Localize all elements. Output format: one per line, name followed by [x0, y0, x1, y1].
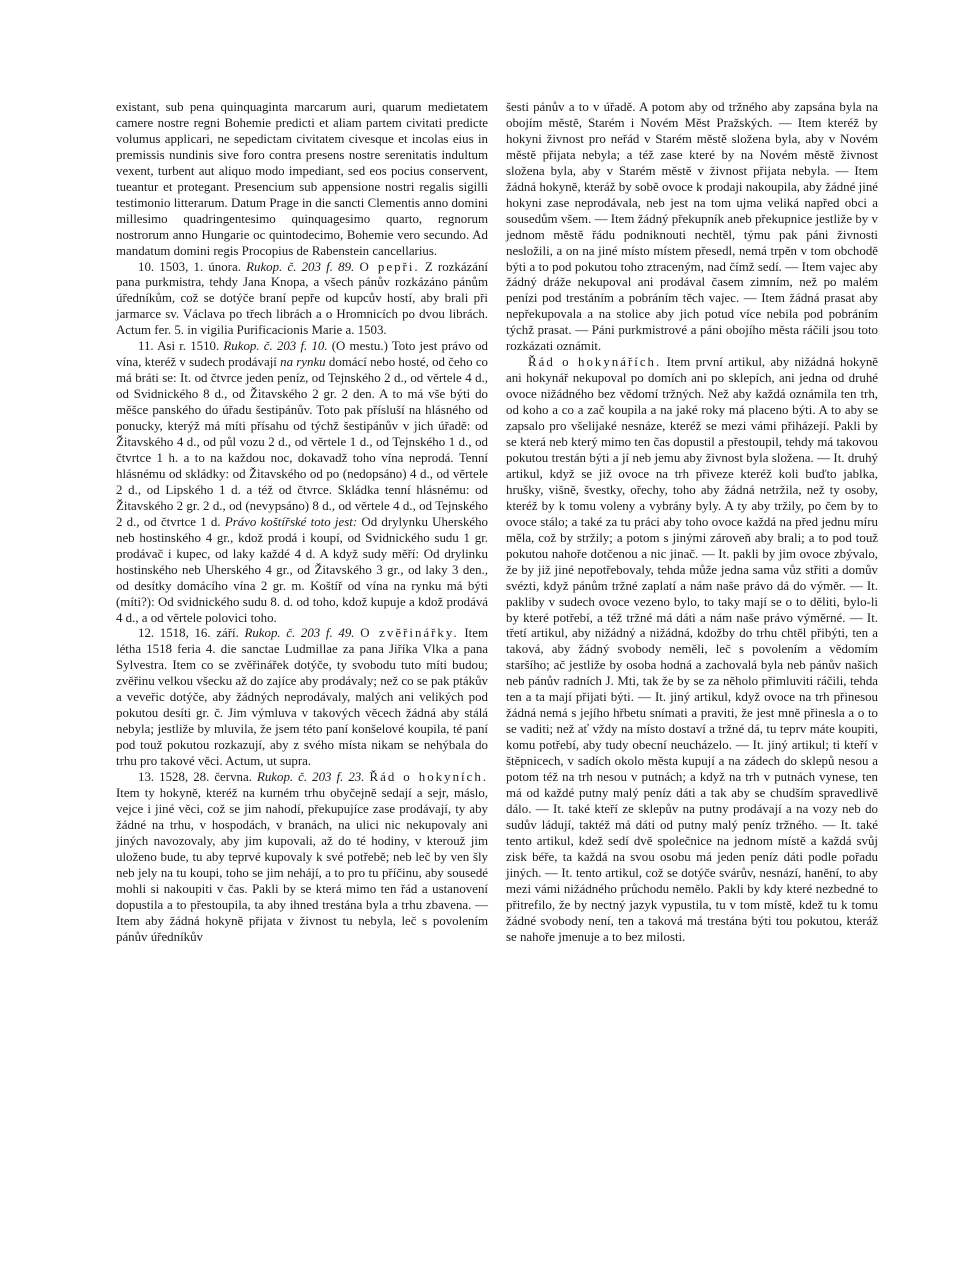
text-run: Item ty hokyně, kteréž na kurném trhu obyčejně sedají a sejr, máslo, vejce i jiné věci, což se jim nahodí, překupujíce zase prodávají, ty aby žádné na trhu, v hospodách, v branách, na ulici nic nekupovaly ani jiných navozovaly, aby jim kupovali, až do té hodiny, v kterouž jim uloženo bude, tu aby teprvé kupovaly k své potřebě; neb leč by ven šly neb jely na tu koupi, toho se jim nehájí, a to pro tu příčinu, aby sousedé mohli si nakoupiti v čas. Pakli by se která mimo ten řád a ustanovení dopustila a to přestoupila, ta aby ihned trestána byla a trhu zbavena. — Item aby žádná hokyně přijata v živnost tu nebyla, leč s povolením pánův úředníkův: [116, 785, 488, 944]
italic-text: Rukop. č. 203 f. 89.: [246, 259, 355, 274]
paragraph: [116, 770, 488, 945]
spaced-heading: Řád o hokynářích.: [528, 355, 662, 370]
spaced-heading: Řád o hokyních.: [369, 770, 488, 785]
paragraph: [116, 260, 488, 340]
text-run: existant, sub pena quinquaginta marcarum auri, quarum medietatem camere nostre regni Bohemie predicti et aliam partem civitati predicte volumus applicari, ne sepedictam civitatem civesque et incolas eius in premissis nundinis sive foro contra presens nostre serenitatis indultum vexent, turbent aut aliquo modo impediant, sed eos pocius conservent, tueantur et protegant. Presencium sub appensione nostri regalis sigilli testimonio litterarum. Datum Prage in die sancti Clementis anno domini millesimo quadringentesimo quinquagesimo quarto, regnorum nostrorum anno Hungarie oc quintodecimo, Bohemie vero secundo. Ad mandatum domini regis Procopius de Rabenstein cancellarius.: [116, 100, 488, 258]
italic-text: na rynku: [280, 355, 326, 370]
italic-text: Právo koštířské toto jest:: [224, 514, 358, 529]
text-run: (O mestu.) Toto jest právo od vína, kteréž v sudech prodávají: [116, 339, 488, 370]
left-column: [116, 100, 488, 946]
text-run: Od drylynku Uherského neb hostinského 4 gr., kdož prodá i koupí, od Svidnického sudu 1 gr. prodávač i kupec, od laky každé 4 d. A když sudy měří: Od drylinku hostinského neb Uherského 4 gr., od Žitavského 3 gr., od laky 3 den., od desítky domácího vína 2 gr. m. Koštíř od vína na rynku má býti (míti?): Od svidnického sudu 8. d. od toho, kdož kupuje a kdož prodává 4 d., a od věrtele polovici toho.: [116, 514, 488, 625]
text-run: Item létha 1518 feria 4. die sanctae Ludmillae za pana Jiříka Vlka a pana Sylvestra. Item co se zvěřinářek dotýče, ty svobodu tuto míti budou; zvěřinu velkou všecku až do zajíce aby prodávaly; než co se pak ptákův a veveřic dotýče, aby žádných neprodávaly, malých ani velikých pod pokutou desíti gr. č. Jim výmluva v takových věcech žádná aby stálá nebyla; jestliže by mluvila, že jsem této paní konšelové koupila, té paní pod touž pokutou rozkazují, aby z svého místa nikam se nehýbala do trhu pro takové věci. Actum, ut supra.: [116, 626, 488, 769]
right-column: [506, 100, 878, 946]
text-run: 11. Asi r. 1510.: [138, 339, 224, 354]
spaced-heading: O zvěřinářky.: [360, 626, 459, 641]
paragraph: [116, 100, 488, 260]
spaced-heading: O pepři.: [359, 259, 420, 274]
italic-text: Rukop. č. 203 f. 23.: [256, 770, 365, 785]
text-run: Z rozkázání pana purkmistra, tehdy Jana Knopa, a všech pánův rozkázáno pánům úředníkům, což se dotýče braní pepře od kupcův hostí, aby brali při jarmarce sv. Václava po třech librách a o Hromnicích po dvou librách. Actum fer. 5. in vigilia Purificacionis Marie a. 1503.: [116, 259, 489, 338]
text-run: Item první artikul, aby nižádná hokyně ani hokynář nekupoval po domích ani po sklepích, ani jedna od druhé ovoce nižádného bez vědomí tržných. Než aby každá oznámila ten trh, od koho a co a zač koupila a na jaké roky má placeno býti. A to aby se zapsalo pro všelijaké nesnáze, kteréž se mezi vámi přiházejí. Pakli by se která neb který mimo ten čas dopustil a přestoupil, tehdy má takovou pokutou trestán býti a jí neb jemu aby živnost byla složena. — It. druhý artikul, když se již ovoce na trh přiveze kteréž koli buďto jablka, hrušky, višně, švestky, ořechy, toho aby žádná netržila, než ty osoby, kteréž by k tomu voleny a vybrány byly. A ty aby tržily, po čem by to ovoce stálo; a také za tu práci aby toho ovoce každá na před jednu míru měla, což by stržily; a potom s jinými zároveň aby brali; a to pod touž pokutou nahoře dotčenou a nic jinač. — It. pakli by jim ovoce zbývalo, že by již jiné nepotřebovaly, tehda může jedna sama vůz střiti a domův svézti, když pánům tržné zaplatí a nám naše právo dá do výměr. — It. pakliby v sudech ovoce vezeno bylo, to taky mají se o to děliti, bylo-li by které potřebí, a též tržné má dáti a nám naše právo výměrné. — It. třetí artikul, aby nižádný a nižádná, kdožby do trhu chtěl přibýti, ten a taková, aby žádný svobody neměli, leč s povolením a vědomím staršího; ač jestliže by osoba hodná a zachovalá byla neb pánův našich neb pánův radních J. Mti, tak že by se za něholo přimluviti ráčili, tehda ten a ta mají přijati býti. — It. jiný artikul, když ovoce na trh přinesou žádná nemá s jejího hřbetu snímati a praviti, že jest mně přinesla a o to se vaditi; než ať vždy na místo dostaví a tržné dá, tu teprv máte koupiti, komu potřebí, aby tudy obecní neucházelo. — It. jiný artikul; ti kteří v štěpnicech, v sadích okolo města kupují a na zádech do sklepů nesou a potom též na trh nesou v putnách; a když na trh v putnách vynese, ten má od každé putny malý peníz dáti a tak aby se chudším spravedlivě dálo. — It. také kteří ze sklepův na putny prodávají a na vozy neb do sudův ládují, taktéž má dáti od putny malý peníz tržného. — It. také tento artikul, kdež sedí dvě společnice na jednom místě a každá svůj zisk béře, ta každá na svou osobu má jeden peníz dáti podle pořadu jiných. — It. tento artikul, což se dotýče svárův, nesnází, hanění, to aby mezi vámi nižádného průchodu nemělo. Pakli by kdy které nezbedné to přitrefilo, že by nectný jazyk vypustila, tu v tom místě, kdež tu k tomu žádné svobody není, ten a taková má trestána býti tou pokutou, kteráž se nahoře jmenuje a to bez milosti.: [506, 355, 878, 944]
paragraph: [116, 626, 488, 770]
text-run: 10. 1503, 1. února.: [138, 259, 247, 274]
text-run: 12. 1518, 16. září.: [138, 626, 245, 641]
paragraph: [116, 339, 488, 626]
text-run: domácí nebo hosté, od čeho co má bráti se: It. od čtvrce jeden peníz, od Tejnského 2 d., od věrtele 4 d., od Svidnického 8 d., od Žitavského 2 gr. 2 den. A to má vše býti do měšce panského do úřadu šestipánův. Toto pak přísluší na hlásného od ponucky, kterýž má míti přísahu od týchž šestipánův v jich úřadě: od Žitavského 4 d., od půl vozu 2 d., od věrtele 1 d., od Tejnského 1 d., od čtvrtce 1 h. a to na každou noc, dokavadž toho vína neprodá. Tenní hlásnému od skládky: od Žitavského od po (nedopsáno) 4 d., od věrtele 2 d., od Lipského 1 d. a též od čtvrce. Skládka tenní hlásnému: od Žitavského 2 gr. 2 d., od (nevypsáno) 8 d., od věrtele 4 d., od Tejnského 2 d., od čtvrtce 1 d.: [116, 355, 488, 529]
italic-text: Rukop. č. 203 f. 49.: [244, 626, 355, 641]
paragraph: [506, 355, 878, 945]
italic-text: Rukop. č. 203 f. 10.: [223, 339, 328, 354]
paragraph: [506, 100, 878, 355]
text-run: šesti pánův a to v úřadě. A potom aby od tržného aby zapsána byla na obojím městě, Starém i Novém Měst Pražských. — Item kteréž by hokyni živnost pro neřád v Starém městě složena byla, aby v Novém městě přijata nebyla; a též zase které by na Novém městě živnost složena byla, aby v Starém městě v živnost přijata nebyla. — Item žádná hokyně, kteráž by sobě ovoce k prodaji nakoupila, aby žádné jiné hokyni zase neprodávala, neb jest na tom ujma veliká napřed obci a sousedům všem. — Item žádný překupník aneb překupnice jestliže by v jednom městě řádu podniknouti nechtěl, týmu pak páni živnosti nesložili, a on na jiné místo místem přesedl, nemá trpěn v tom obchodě býti a to pod pokutou toho ztraceným, nad čímž sedí. — Item vajec aby žádný dráže nekupoval ani prodával časem zimním, než po malém penízi pod trestáním a pobráním těch vajec. — Item žádná prasat aby nepřekupovala a na stolice aby jich potud více nebila pod pobráním týchž prasat. — Páni purkmistrové a páni obojího města ráčili jsou toto rozkázati oznámit.: [506, 100, 878, 354]
text-run: 13. 1528, 28. června.: [138, 770, 257, 785]
